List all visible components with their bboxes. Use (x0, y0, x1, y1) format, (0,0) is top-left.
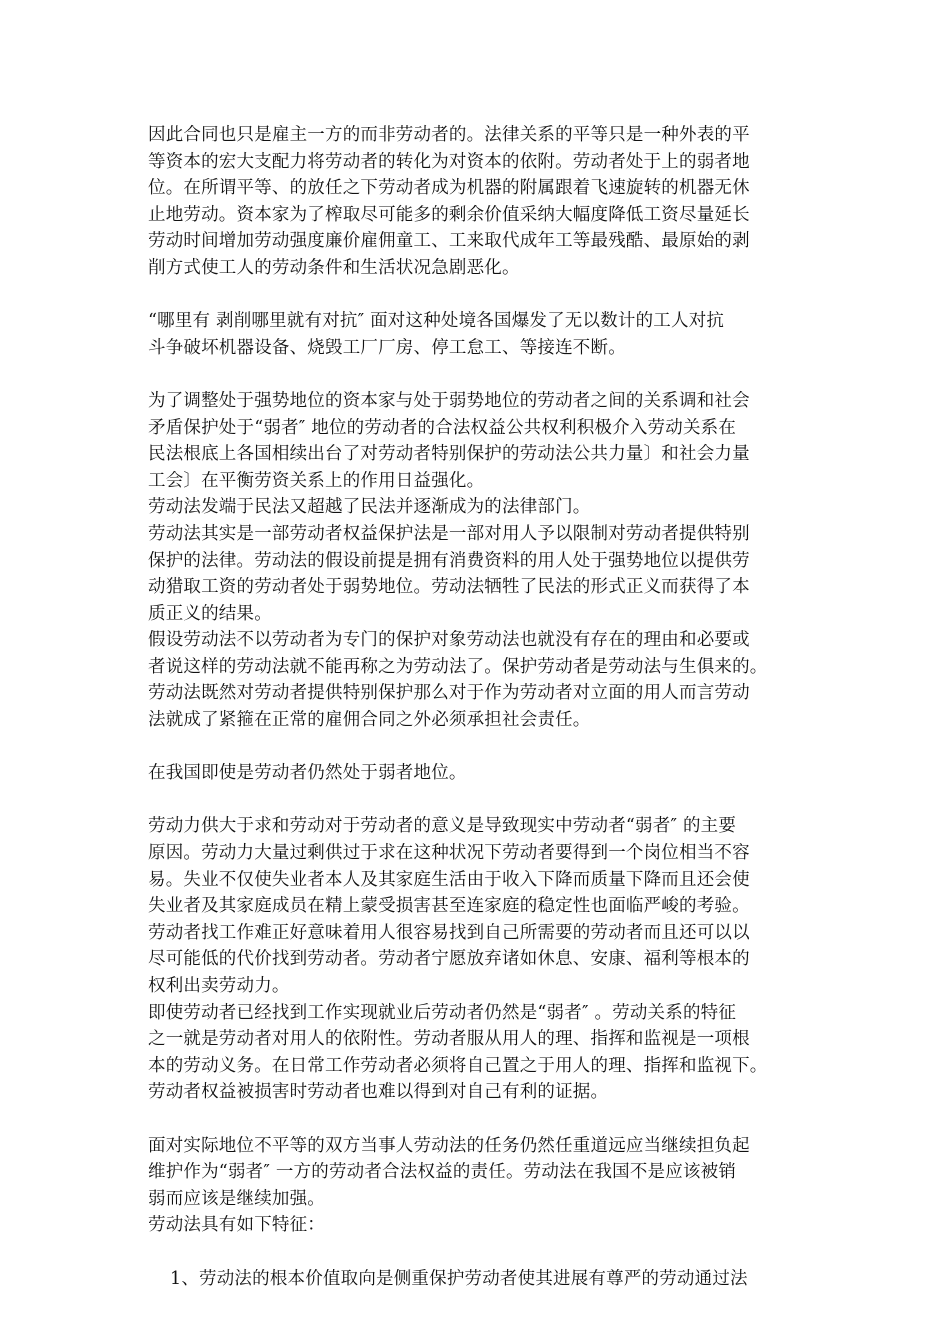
paragraph-spacer (148, 282, 808, 309)
paragraph (148, 1266, 808, 1293)
paragraph (148, 813, 808, 1106)
paragraph-spacer (148, 361, 808, 388)
text-line: 劳动法具有如下特征： (148, 1215, 325, 1236)
text-line: 假设劳动法不以劳动者为专门的保护对象劳动法也就没有存在的理由和必要或 (148, 630, 750, 651)
text-line: 本的劳动义务。在日常工作劳动者必须将自己置之于用人的理、指挥和监视下。 (148, 1055, 768, 1076)
text-line: 面对实际地位不平等的双方当事人劳动法的任务仍然任重道远应当继续担负起 (148, 1135, 750, 1156)
text-line: 矛盾保护处于“弱者″ 地位的劳动者的合法权益公共权利积极介入劳动关系在 (148, 417, 737, 438)
paragraph (148, 388, 808, 734)
paragraph (148, 308, 808, 361)
text-line: 劳动者权益被损害时劳动者也难以得到对自己有利的证据。 (148, 1082, 609, 1103)
text-line: 弱而应该是继续加强。 (148, 1188, 325, 1209)
text-line: 法就成了紧箍在正常的雇佣合同之外必须承担社会责任。 (148, 710, 591, 731)
text-line: 为了调整处于强势地位的资本家与处于弱势地位的劳动者之间的关系调和社会 (148, 390, 750, 411)
text-line: 易。失业不仅使失业者本人及其家庭生活由于收入下降而质量下降而且还会使 (148, 869, 750, 890)
text-line: 因此合同也只是雇主一方的而非劳动者的。法律关系的平等只是一种外表的平 (148, 125, 750, 145)
text-line: 民法根底上各国相续出台了对劳动者特别保护的劳动法公共力量〕和社会力量 (148, 444, 750, 465)
text-line: 位。在所谓平等、的放任之下劳动者成为机器的附属跟着飞速旋转的机器无休 (148, 178, 750, 199)
text-line: 劳动法发端于民法又超越了民法并逐渐成为的法律部门。 (148, 497, 591, 518)
text-line: 之一就是劳动者对用人的依附性。劳动者服从用人的理、指挥和监视是一项根 (148, 1029, 750, 1050)
text-line: 劳动力供大于求和劳动对于劳动者的意义是导致现实中劳动者“弱者″ 的主要 (148, 816, 737, 837)
text-line: 原因。劳动力大量过剩供过于求在这种状况下劳动者要得到一个岗位相当不容 (148, 843, 750, 864)
paragraph-spacer (148, 734, 808, 761)
text-line: 者说这样的劳动法就不能再称之为劳动法了。保护劳动者是劳动法与生俱来的。 (148, 656, 768, 677)
paragraph (148, 760, 808, 787)
text-line: 质正义的结果。 (148, 603, 272, 624)
text-line: 工会〕在平衡劳资关系上的作用日益强化。 (148, 470, 485, 491)
text-line: 斗争破坏机器设备、烧毁工厂厂房、停工怠工、等接连不断。 (148, 337, 626, 358)
text-line: 等资本的宏大支配力将劳动者的转化为对资本的依附。劳动者处于上的弱者地 (148, 151, 750, 172)
text-line: 劳动时间增加劳动强度廉价雇佣童工、工来取代成年工等最残酷、最原始的剥 (148, 231, 750, 252)
text-line: 1、劳动法的根本价值取向是侧重保护劳动者使其进展有尊严的劳动通过法 (170, 1268, 748, 1289)
paragraph (148, 1133, 808, 1239)
paragraph-spacer (148, 1239, 808, 1266)
text-line: 保护的法律。劳动法的假设前提是拥有消费资料的用人处于强势地位以提供劳 (148, 550, 750, 571)
text-line: “哪里有 剥削哪里就有对抗″ 面对这种处境各国爆发了无以数计的工人对抗 (148, 311, 725, 332)
paragraph-spacer (148, 787, 808, 814)
text-line: 劳动者找工作难正好意味着用人很容易找到自己所需要的劳动者而且还可以以 (148, 922, 750, 943)
text-line: 即使劳动者已经找到工作实现就业后劳动者仍然是“弱者″ 。劳动关系的特征 (148, 1002, 737, 1023)
text-line: 维护作为“弱者″ 一方的劳动者合法权益的责任。劳动法在我国不是应该被销 (148, 1162, 737, 1183)
document-body (148, 122, 808, 1292)
text-line: 尽可能低的代价找到劳动者。劳动者宁愿放弃诸如休息、安康、福利等根本的 (148, 949, 750, 970)
text-line: 劳动法既然对劳动者提供特别保护那么对于作为劳动者对立面的用人而言劳动 (148, 683, 750, 704)
text-line: 权利出卖劳动力。 (148, 976, 290, 996)
paragraph-spacer (148, 1106, 808, 1133)
paragraph (148, 122, 808, 282)
text-line: 失业者及其家庭成员在精上蒙受损害甚至连家庭的稳定性也面临严峻的考验。 (148, 896, 750, 917)
text-line: 劳动法其实是一部劳动者权益保护法是一部对用人予以限制对劳动者提供特别 (148, 523, 750, 544)
text-line: 在我国即使是劳动者仍然处于弱者地位。 (148, 763, 467, 784)
text-line: 动猎取工资的劳动者处于弱势地位。劳动法牺牲了民法的形式正义而获得了本 (148, 577, 750, 598)
text-line: 削方式使工人的劳动条件和生活状况急剧恶化。 (148, 257, 520, 278)
text-line: 止地劳动。资本家为了榨取尽可能多的剩余价值采纳大幅度降低工资尽量延长 (148, 204, 750, 225)
